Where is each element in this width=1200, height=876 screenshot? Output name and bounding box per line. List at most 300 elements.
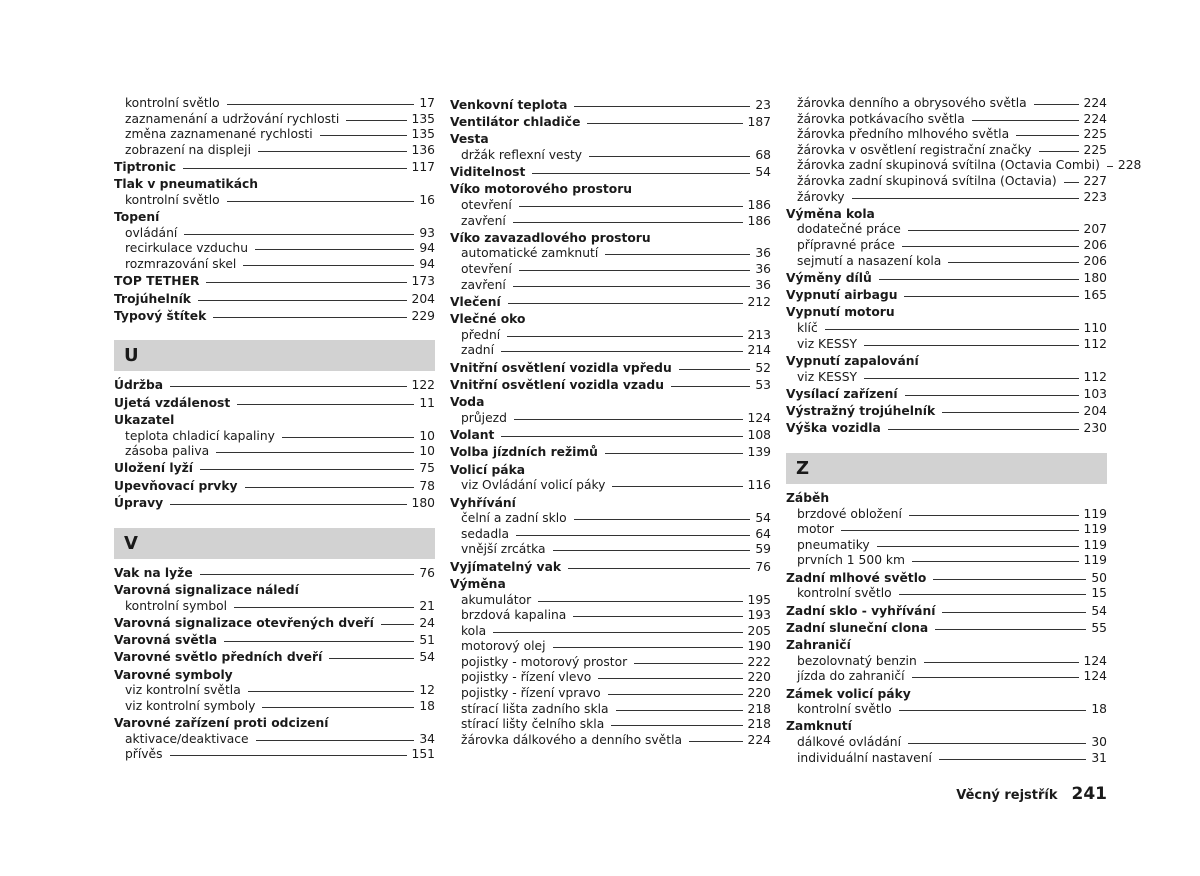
entry-page-number: 10 bbox=[419, 428, 435, 443]
leader-line bbox=[508, 303, 743, 304]
leader-line bbox=[553, 550, 751, 551]
page-footer bbox=[956, 784, 1107, 804]
leader-line bbox=[516, 535, 750, 536]
entry-page-number: 93 bbox=[419, 225, 435, 240]
leader-line bbox=[679, 369, 751, 370]
leader-line bbox=[213, 317, 406, 318]
entry-label: Viditelnost bbox=[450, 165, 526, 180]
leader-line bbox=[206, 282, 406, 283]
section-letter-z: Z bbox=[786, 453, 1107, 484]
entry-label: individuální nastavení bbox=[797, 750, 932, 765]
entry-label: dodatečné práce bbox=[797, 222, 901, 237]
entry-label: Ventilátor chladiče bbox=[450, 114, 581, 129]
entry-label: stírací lišta zadního skla bbox=[461, 701, 609, 716]
index-subentry bbox=[450, 411, 771, 427]
entry-label: kontrolní světlo bbox=[125, 192, 220, 207]
entry-label: čelní a zadní sklo bbox=[461, 511, 567, 526]
entry-label: Vyjímatelný vak bbox=[450, 559, 562, 574]
entry-label: Vyhřívání bbox=[450, 495, 516, 510]
index-subentry bbox=[450, 655, 771, 671]
leader-line bbox=[948, 262, 1078, 263]
index-subentry bbox=[786, 522, 1107, 538]
index-heading bbox=[114, 668, 435, 684]
index-subentry bbox=[450, 717, 771, 733]
entry-label: kontrolní světlo bbox=[125, 96, 220, 110]
index-subentry bbox=[114, 683, 435, 699]
entry-label: pneumatiky bbox=[797, 537, 870, 552]
index-heading bbox=[450, 182, 771, 198]
entry-page-number: 165 bbox=[1083, 288, 1107, 303]
index-entry bbox=[114, 566, 435, 582]
index-heading bbox=[114, 210, 435, 226]
entry-page-number: 112 bbox=[1083, 369, 1107, 384]
index-subentry bbox=[786, 127, 1107, 143]
index-entry bbox=[786, 288, 1107, 304]
leader-line bbox=[608, 694, 743, 695]
index-entry bbox=[786, 571, 1107, 587]
leader-line bbox=[616, 710, 743, 711]
entry-label: zásoba paliva bbox=[125, 444, 210, 459]
section-letter-v: V bbox=[114, 528, 435, 559]
leader-line bbox=[589, 156, 750, 157]
entry-page-number: 54 bbox=[755, 511, 771, 526]
index-subentry bbox=[114, 193, 435, 209]
entry-page-number: 205 bbox=[747, 623, 771, 638]
leader-line bbox=[346, 120, 406, 121]
index-subentry bbox=[114, 226, 435, 242]
index-heading bbox=[450, 577, 771, 593]
leader-line bbox=[598, 678, 742, 679]
leader-line bbox=[1039, 151, 1079, 152]
entry-label: kola bbox=[461, 623, 487, 638]
entry-page-number: 212 bbox=[747, 294, 771, 309]
leader-line bbox=[243, 265, 414, 266]
index-heading bbox=[786, 719, 1107, 735]
entry-label: žárovka předního mlhového světla bbox=[797, 127, 1010, 142]
entry-label: přípravné práce bbox=[797, 238, 895, 253]
entry-label: Voda bbox=[450, 395, 485, 410]
index-entry bbox=[450, 378, 771, 394]
entry-label: Tlak v pneumatikách bbox=[114, 177, 259, 192]
index-entry bbox=[786, 387, 1107, 403]
page-number: 241 bbox=[1071, 784, 1107, 804]
entry-label: jízda do zahraničí bbox=[797, 669, 905, 684]
index-entry bbox=[450, 165, 771, 181]
entry-label: Trojúhelník bbox=[114, 291, 191, 306]
entry-label: žárovky bbox=[797, 189, 845, 204]
leader-line bbox=[170, 504, 406, 505]
entry-page-number: 225 bbox=[1083, 142, 1107, 157]
entry-label: Výstražný trojúhelník bbox=[786, 404, 936, 419]
index-subentry bbox=[786, 702, 1107, 718]
entry-page-number: 151 bbox=[411, 747, 435, 762]
index-subentry bbox=[114, 699, 435, 715]
leader-line bbox=[245, 487, 415, 488]
entry-label: pojistky - řízení vlevo bbox=[461, 670, 592, 685]
index-entry bbox=[114, 378, 435, 394]
leader-line bbox=[1064, 182, 1079, 183]
entry-page-number: 213 bbox=[747, 327, 771, 342]
index-heading bbox=[114, 716, 435, 732]
leader-line bbox=[671, 386, 750, 387]
leader-line bbox=[519, 270, 751, 271]
leader-line bbox=[493, 632, 742, 633]
leader-line bbox=[216, 452, 414, 453]
index-entry bbox=[450, 98, 771, 114]
index-entry bbox=[114, 496, 435, 512]
index-entry bbox=[114, 479, 435, 495]
section-letter-u: U bbox=[114, 340, 435, 371]
leader-line bbox=[234, 607, 414, 608]
leader-line bbox=[532, 173, 750, 174]
index-subentry bbox=[786, 735, 1107, 751]
entry-page-number: 68 bbox=[755, 147, 771, 162]
index-subentry bbox=[786, 321, 1107, 337]
leader-line bbox=[170, 755, 407, 756]
entry-label: automatické zamknutí bbox=[461, 246, 599, 261]
entry-page-number: 116 bbox=[747, 478, 771, 493]
entry-label: otevření bbox=[461, 198, 512, 212]
index-subentry bbox=[114, 241, 435, 257]
leader-line bbox=[200, 574, 415, 575]
index-heading bbox=[450, 132, 771, 148]
entry-label: Varovné zařízení proti odcizení bbox=[114, 716, 329, 731]
entry-label: kontrolní světlo bbox=[797, 702, 892, 717]
entry-label: Volba jízdních režimů bbox=[450, 445, 598, 460]
entry-page-number: 139 bbox=[747, 445, 771, 460]
leader-line bbox=[183, 168, 406, 169]
entry-label: pojistky - motorový prostor bbox=[461, 654, 628, 669]
entry-label: aktivace/deaktivace bbox=[125, 731, 249, 746]
index-entry bbox=[450, 428, 771, 444]
entry-page-number: 36 bbox=[755, 246, 771, 261]
leader-line bbox=[902, 246, 1079, 247]
entry-label: sedadla bbox=[461, 526, 510, 541]
index-subentry bbox=[114, 112, 435, 128]
index-entry bbox=[786, 404, 1107, 420]
index-subentry bbox=[114, 96, 435, 112]
entry-page-number: 124 bbox=[747, 410, 771, 425]
entry-label: bezolovnatý benzin bbox=[797, 653, 917, 668]
entry-page-number: 36 bbox=[755, 277, 771, 292]
leader-line bbox=[912, 677, 1079, 678]
leader-line bbox=[573, 616, 742, 617]
entry-label: rozmrazování skel bbox=[125, 257, 237, 271]
entry-label: brzdová kapalina bbox=[461, 608, 567, 623]
entry-label: vnější zrcátka bbox=[461, 542, 546, 557]
leader-line bbox=[224, 641, 414, 642]
entry-label: Výměna bbox=[450, 576, 506, 591]
index-subentry bbox=[114, 429, 435, 445]
index-subentry bbox=[450, 198, 771, 214]
entry-label: Vak na lyže bbox=[114, 565, 193, 580]
entry-page-number: 18 bbox=[1091, 702, 1107, 717]
entry-page-number: 220 bbox=[747, 670, 771, 685]
leader-line bbox=[605, 453, 743, 454]
leader-line bbox=[939, 759, 1086, 760]
entry-label: klíč bbox=[797, 321, 818, 336]
index-entry bbox=[786, 271, 1107, 287]
index-subentry bbox=[450, 148, 771, 164]
entry-page-number: 135 bbox=[411, 127, 435, 142]
entry-label: žárovka zadní skupinová svítilna (Octavia) bbox=[797, 173, 1057, 188]
footer-title: Věcný rejstřík bbox=[956, 788, 1058, 803]
entry-page-number: 193 bbox=[747, 608, 771, 623]
leader-line bbox=[255, 249, 414, 250]
entry-label: Upevňovací prvky bbox=[114, 478, 238, 493]
entry-label: Vnitřní osvětlení vozidla vpředu bbox=[450, 360, 672, 375]
index-subentry bbox=[786, 143, 1107, 159]
entry-page-number: 108 bbox=[747, 428, 771, 443]
leader-line bbox=[381, 624, 415, 625]
index-subentry bbox=[450, 527, 771, 543]
index-heading bbox=[114, 177, 435, 193]
entry-label: dálkové ovládání bbox=[797, 735, 902, 749]
entry-page-number: 220 bbox=[747, 686, 771, 701]
leader-line bbox=[553, 647, 743, 648]
entry-page-number: 136 bbox=[411, 142, 435, 157]
entry-page-number: 186 bbox=[747, 198, 771, 212]
entry-label: zaznamenání a udržování rychlosti bbox=[125, 111, 340, 126]
entry-page-number: 12 bbox=[419, 683, 435, 698]
leader-line bbox=[905, 395, 1079, 396]
entry-page-number: 76 bbox=[419, 565, 435, 580]
index-subentry bbox=[450, 328, 771, 344]
leader-line bbox=[899, 710, 1087, 711]
leader-line bbox=[852, 198, 1079, 199]
entry-page-number: 224 bbox=[1083, 96, 1107, 110]
entry-label: Údržba bbox=[114, 378, 164, 393]
leader-line bbox=[933, 579, 1086, 580]
index-heading bbox=[786, 638, 1107, 654]
entry-page-number: 78 bbox=[419, 478, 435, 493]
index-column-1 bbox=[114, 96, 435, 763]
index-subentry bbox=[450, 608, 771, 624]
entry-page-number: 36 bbox=[755, 262, 771, 277]
index-subentry bbox=[450, 214, 771, 230]
index-subentry bbox=[786, 751, 1107, 767]
leader-line bbox=[888, 429, 1079, 430]
entry-label: Výměna kola bbox=[786, 206, 875, 221]
entry-page-number: 24 bbox=[419, 615, 435, 630]
entry-page-number: 23 bbox=[755, 97, 771, 112]
index-column-3 bbox=[786, 96, 1142, 766]
entry-page-number: 206 bbox=[1083, 253, 1107, 268]
entry-page-number: 225 bbox=[1083, 127, 1107, 142]
leader-line bbox=[942, 412, 1078, 413]
entry-label: motorový olej bbox=[461, 639, 546, 654]
entry-label: zavření bbox=[461, 277, 506, 292]
entry-page-number: 34 bbox=[419, 731, 435, 746]
entry-label: teplota chladicí kapaliny bbox=[125, 428, 275, 443]
entry-page-number: 218 bbox=[747, 717, 771, 732]
index-entry bbox=[114, 396, 435, 412]
index-heading bbox=[786, 687, 1107, 703]
entry-page-number: 224 bbox=[747, 732, 771, 747]
index-entry bbox=[450, 445, 771, 461]
index-subentry bbox=[450, 511, 771, 527]
index-subentry bbox=[450, 733, 771, 749]
index-entry bbox=[114, 309, 435, 325]
leader-line bbox=[258, 151, 407, 152]
leader-line bbox=[538, 601, 742, 602]
leader-line bbox=[924, 662, 1079, 663]
entry-page-number: 31 bbox=[1091, 750, 1107, 765]
entry-page-number: 11 bbox=[419, 395, 435, 410]
index-subentry bbox=[786, 553, 1107, 569]
leader-line bbox=[935, 629, 1086, 630]
index-entry bbox=[450, 295, 771, 311]
index-subentry bbox=[450, 262, 771, 278]
entry-label: Volicí páka bbox=[450, 462, 526, 477]
leader-line bbox=[864, 345, 1079, 346]
entry-label: zobrazení na displeji bbox=[125, 142, 252, 157]
index-heading bbox=[450, 496, 771, 512]
index-subentry bbox=[786, 190, 1107, 206]
leader-line bbox=[1034, 104, 1079, 105]
entry-label: prvních 1 500 km bbox=[797, 553, 906, 568]
entry-label: Ukazatel bbox=[114, 413, 175, 427]
leader-line bbox=[237, 404, 414, 405]
leader-line bbox=[899, 594, 1087, 595]
entry-label: kontrolní světlo bbox=[797, 586, 892, 601]
leader-line bbox=[904, 296, 1078, 297]
entry-label: Volant bbox=[450, 428, 495, 443]
entry-label: recirkulace vzduchu bbox=[125, 241, 248, 256]
leader-line bbox=[634, 663, 742, 664]
entry-page-number: 119 bbox=[1083, 506, 1107, 521]
entry-page-number: 59 bbox=[755, 542, 771, 557]
index-subentry bbox=[786, 337, 1107, 353]
entry-label: zavření bbox=[461, 213, 506, 228]
entry-label: Výměny dílů bbox=[786, 270, 872, 285]
entry-label: ovládání bbox=[125, 225, 178, 240]
entry-page-number: 214 bbox=[747, 343, 771, 358]
index-entry bbox=[114, 274, 435, 290]
leader-line bbox=[227, 201, 415, 202]
entry-label: viz Ovládání volicí páky bbox=[461, 478, 606, 493]
entry-label: Vlečení bbox=[450, 294, 501, 309]
index-subentry bbox=[786, 538, 1107, 554]
entry-label: TOP TETHER bbox=[114, 274, 200, 289]
index-entry bbox=[114, 650, 435, 666]
leader-line bbox=[574, 106, 750, 107]
entry-label: pojistky - řízení vpravo bbox=[461, 686, 601, 701]
leader-line bbox=[329, 658, 414, 659]
leader-line bbox=[200, 469, 414, 470]
entry-page-number: 30 bbox=[1091, 735, 1107, 749]
entry-label: Víko motorového prostoru bbox=[450, 182, 633, 197]
entry-label: Varovná signalizace náledí bbox=[114, 582, 299, 597]
entry-page-number: 187 bbox=[747, 114, 771, 129]
entry-label: Výška vozidla bbox=[786, 421, 881, 436]
leader-line bbox=[612, 486, 742, 487]
leader-line bbox=[841, 530, 1079, 531]
entry-page-number: 18 bbox=[419, 698, 435, 713]
leader-line bbox=[879, 279, 1079, 280]
entry-label: Vysílací zařízení bbox=[786, 386, 898, 401]
index-subentry bbox=[786, 507, 1107, 523]
index-heading bbox=[450, 463, 771, 479]
entry-page-number: 229 bbox=[411, 308, 435, 323]
leader-line bbox=[1107, 166, 1113, 167]
leader-line bbox=[605, 254, 750, 255]
entry-page-number: 21 bbox=[419, 598, 435, 613]
entry-page-number: 135 bbox=[411, 111, 435, 126]
entry-page-number: 180 bbox=[411, 496, 435, 511]
index-subentry bbox=[450, 593, 771, 609]
entry-page-number: 52 bbox=[755, 360, 771, 375]
entry-label: přední bbox=[461, 327, 501, 342]
index-entry bbox=[786, 604, 1107, 620]
entry-page-number: 94 bbox=[419, 257, 435, 271]
index-subentry bbox=[450, 639, 771, 655]
entry-label: žárovka v osvětlení registrační značky bbox=[797, 142, 1032, 157]
entry-page-number: 75 bbox=[419, 461, 435, 476]
entry-label: Varovná světla bbox=[114, 633, 218, 648]
index-subentry bbox=[450, 702, 771, 718]
entry-page-number: 222 bbox=[747, 654, 771, 669]
leader-line bbox=[519, 206, 743, 207]
leader-line bbox=[689, 741, 742, 742]
leader-line bbox=[972, 120, 1079, 121]
entry-label: viz kontrolní symboly bbox=[125, 698, 256, 713]
index-subentry bbox=[450, 686, 771, 702]
index-entry bbox=[786, 621, 1107, 637]
entry-page-number: 110 bbox=[1083, 321, 1107, 336]
entry-label: viz KESSY bbox=[797, 336, 858, 351]
index-subentry bbox=[786, 669, 1107, 685]
index-subentry bbox=[786, 96, 1107, 112]
index-subentry bbox=[786, 254, 1107, 270]
entry-page-number: 119 bbox=[1083, 553, 1107, 568]
entry-label: změna zaznamenané rychlosti bbox=[125, 127, 313, 142]
leader-line bbox=[909, 515, 1079, 516]
entry-label: průjezd bbox=[461, 410, 507, 425]
entry-page-number: 54 bbox=[419, 650, 435, 665]
index-subentry bbox=[786, 174, 1107, 190]
leader-line bbox=[184, 234, 414, 235]
entry-page-number: 117 bbox=[411, 160, 435, 175]
leader-line bbox=[501, 436, 742, 437]
entry-page-number: 230 bbox=[1083, 421, 1107, 436]
entry-page-number: 112 bbox=[1083, 336, 1107, 351]
leader-line bbox=[170, 386, 406, 387]
index-heading bbox=[450, 231, 771, 247]
index-subentry bbox=[450, 542, 771, 558]
entry-label: viz KESSY bbox=[797, 369, 858, 384]
entry-label: otevření bbox=[461, 262, 512, 277]
index-subentry bbox=[786, 370, 1107, 386]
index-heading bbox=[786, 354, 1107, 370]
index-entry bbox=[114, 616, 435, 632]
entry-label: Ujetá vzdálenost bbox=[114, 395, 231, 410]
entry-page-number: 119 bbox=[1083, 537, 1107, 552]
entry-label: Zadní sluneční clona bbox=[786, 620, 929, 635]
index-subentry bbox=[786, 238, 1107, 254]
leader-line bbox=[587, 123, 742, 124]
entry-page-number: 124 bbox=[1083, 653, 1107, 668]
entry-page-number: 51 bbox=[419, 633, 435, 648]
entry-page-number: 124 bbox=[1083, 669, 1107, 684]
leader-line bbox=[825, 329, 1079, 330]
entry-label: Vlečné oko bbox=[450, 312, 526, 327]
entry-page-number: 204 bbox=[1083, 404, 1107, 419]
entry-page-number: 94 bbox=[419, 241, 435, 256]
index-heading bbox=[786, 491, 1107, 507]
entry-label: přívěs bbox=[125, 747, 163, 762]
leader-line bbox=[574, 519, 751, 520]
